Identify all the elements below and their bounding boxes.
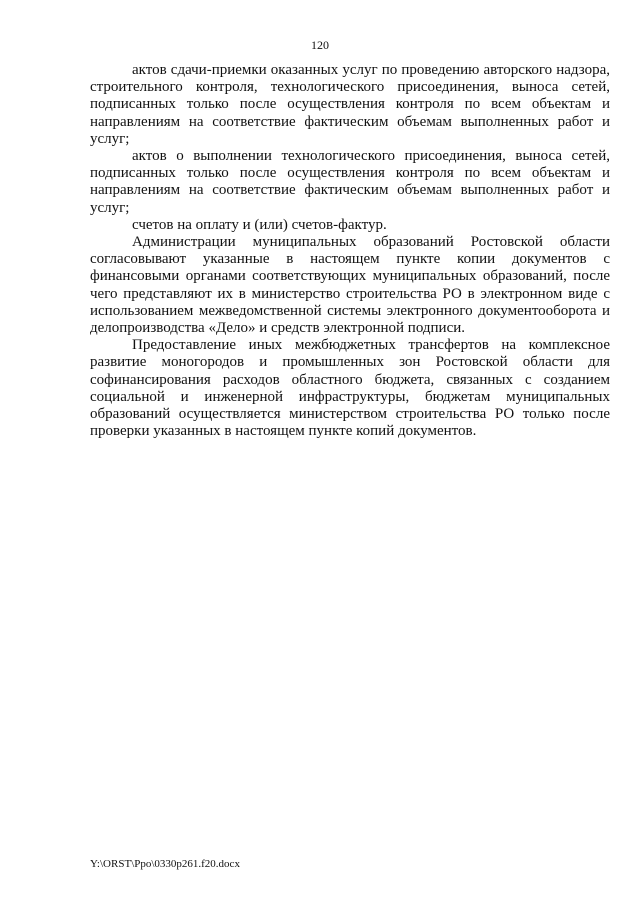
paragraph-transfers: Предоставление иных межбюджетных трансфертов на комплексное развитие моногородов и промышленных зон Ростовской области для софинансирования расходов областного бюджета, связанных с созданием социальной и инженерной инфраструктуры, бюджетам муниципальных образований осуществляется министерством строительства РО только после проверки указанных в настоящем пункте копий документов. xyxy=(90,337,610,440)
paragraph-administrations: Администрации муниципальных образований Ростовской области согласовывают указанные в настоящем пункте копии документов с финансовыми органами соответствующих муниципальных образований, после чего представляют их в министерство строительства РО в электронном виде с использованием межведомственной системы электронного документооборота и делопроизводства «Дело» и средств электронной подписи. xyxy=(90,234,610,337)
footer-file-path: Y:\ORST\Ppo\0330p261.f20.docx xyxy=(90,858,240,870)
paragraph-invoices: счетов на оплату и (или) счетов-фактур. xyxy=(132,216,387,233)
document-body xyxy=(90,62,610,440)
paragraph-acts-connection: актов о выполнении технологического присоединения, выноса сетей, подписанных только после осуществления контроля по всем объектам и направлениям на соответствие фактическим объемам выполненных работ и услуг; xyxy=(90,148,610,216)
paragraph-acts-acceptance: актов сдачи-приемки оказанных услуг по проведению авторского надзора, строительного контроля, технологического присоединения, выноса сетей, подписанных только после осуществления контроля по всем объектам и направлениям на соответствие фактическим объемам выполненных работ и услуг; xyxy=(90,62,610,147)
page-number: 120 xyxy=(311,38,329,52)
